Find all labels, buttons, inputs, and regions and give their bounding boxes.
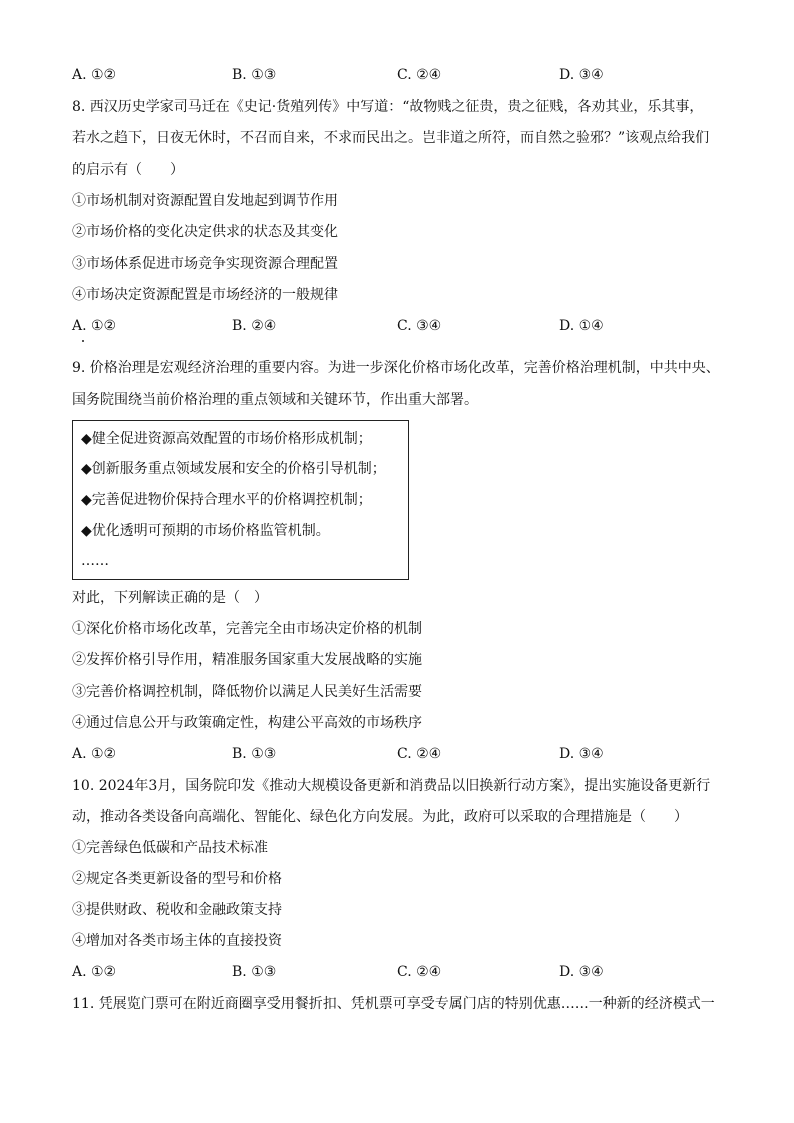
q9-stem-line-1: 9. 价格治理是宏观经济治理的重要内容。为进一步深化价格市场化改革，完善价格治理机制，中共中央、 [72,360,720,376]
q7-option-b: B. ①③ [232,67,277,83]
q9-statement-1: ①深化价格市场化改革，完善完全由市场决定价格的机制 [72,621,422,637]
q8-stem-line-1: 8. 西汉历史学家司马迁在《史记·货殖列传》中写道：“故物贱之征贵，贵之征贱，各劝其业，乐其事， [72,99,704,115]
q9-statement-4: ④通过信息公开与政策确定性，构建公平高效的市场秩序 [72,715,422,731]
q9-option-c: C. ②④ [397,746,442,762]
policy-item-4: ◆优化透明可预期的市场价格监管机制。 [81,523,330,539]
q8-option-a: A. ①② [72,318,117,334]
policy-ellipsis: …… [81,553,109,569]
stray-dot [82,340,84,342]
q7-option-d: D. ③④ [559,67,604,83]
q8-option-b: B. ②④ [232,318,277,334]
q9-option-b: B. ①③ [232,746,277,762]
q9-options [72,745,712,763]
q8-options [72,317,712,335]
q8-statement-2: ②市场价格的变化决定供求的状态及其变化 [72,224,338,240]
q8-stem-line-3: 的启示有（ ） [72,162,184,178]
q8-statement-1: ①市场机制对资源配置自发地起到调节作用 [72,193,338,209]
q10-stem-line-2: 动，推动各类设备向高端化、智能化、绿色化方向发展。为此，政府可以采取的合理措施是（ ） [72,809,688,825]
q8-option-d: D. ①④ [559,318,604,334]
q8-option-c: C. ③④ [397,318,442,334]
q9-statement-3: ③完善价格调控机制，降低物价以满足人民美好生活需要 [72,684,422,700]
q11-stem-line-1: 11. 凭展览门票可在附近商圈享受用餐折扣、凭机票可享受专属门店的特别优惠……一种新的经济模式一 [72,996,715,1012]
q10-statement-4: ④增加对各类市场主体的直接投资 [72,933,282,949]
q10-options [72,963,712,981]
q9-option-a: A. ①② [72,746,117,762]
q8-statement-4: ④市场决定资源配置是市场经济的一般规律 [72,287,338,303]
q10-option-c: C. ②④ [397,964,442,980]
q9-policy-box [72,420,409,580]
q9-option-d: D. ③④ [559,746,604,762]
q9-stem-line-2: 国务院围绕当前价格治理的重点领域和关键环节，作出重大部署。 [72,392,478,408]
q10-statement-2: ②规定各类更新设备的型号和价格 [72,871,282,887]
q9-statement-2: ②发挥价格引导作用，精准服务国家重大发展战略的实施 [72,652,422,668]
q7-option-c: C. ②④ [397,67,442,83]
q7-option-a: A. ①② [72,67,117,83]
q10-stem-line-1: 10. 2024年3月，国务院印发《推动大规模设备更新和消费品以旧换新行动方案》，提出实施设备更新行 [72,778,711,794]
q10-statement-1: ①完善绿色低碳和产品技术标准 [72,840,268,856]
q10-option-b: B. ①③ [232,964,277,980]
q10-option-d: D. ③④ [559,964,604,980]
policy-item-1: ◆健全促进资源高效配置的市场价格形成机制； [81,431,372,447]
q9-question: 对此，下列解读正确的是（ ） [72,590,268,606]
policy-item-2: ◆创新服务重点领域发展和安全的价格引导机制； [81,461,386,477]
q10-option-a: A. ①② [72,964,117,980]
q8-stem-line-2: 若水之趋下，日夜无休时，不召而自来，不求而民出之。岂非道之所符，而自然之验邪？”该观点给我们 [72,130,710,146]
q8-statement-3: ③市场体系促进市场竞争实现资源合理配置 [72,256,338,272]
q10-statement-3: ③提供财政、税收和金融政策支持 [72,902,282,918]
q7-options [72,66,712,84]
policy-item-3: ◆完善促进物价保持合理水平的价格调控机制； [81,492,372,508]
